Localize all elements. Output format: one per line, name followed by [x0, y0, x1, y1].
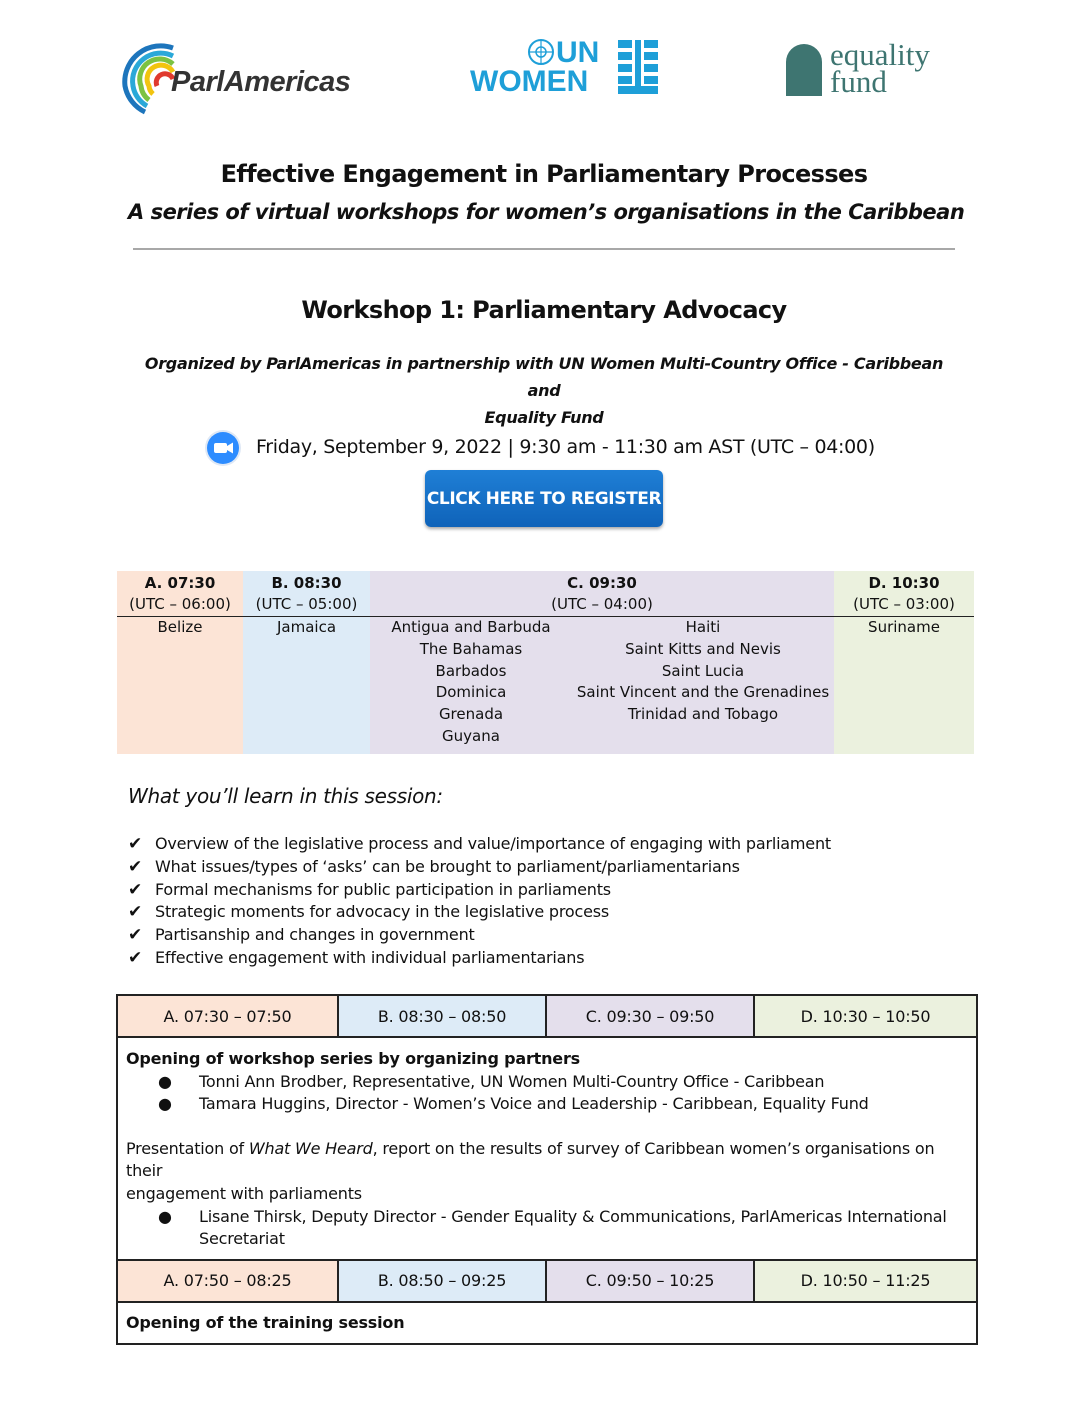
tz-country: Dominica [435, 683, 507, 702]
timezone-table [117, 571, 974, 754]
presentation-text: Presentation of What We Heard, report on the results of survey of Caribbean women’s organisations on their [126, 1138, 935, 1181]
tz-header-rule [117, 616, 974, 617]
agenda-time-b: B. 08:50 – 09:25 [339, 1261, 547, 1301]
parlamericas-wordmark: ParlAmericas [171, 66, 351, 98]
tz-country: Suriname [868, 618, 940, 636]
agenda-time-b: B. 08:30 – 08:50 [339, 996, 547, 1036]
tz-country: Saint Kitts and Nevis [625, 639, 781, 658]
un-women-symbol-icon [616, 40, 660, 94]
agenda-table [116, 994, 978, 1345]
tz-country: Belize [157, 618, 203, 636]
page-title: Effective Engagement in Parliamentary Processes [220, 160, 868, 188]
checkmark-icon: ✔ [128, 947, 143, 968]
tz-a-time: A. 07:30 [144, 574, 216, 592]
list-item: ✔ Effective engagement with individual parliamentarians [128, 947, 585, 968]
agenda-content-row [116, 1303, 978, 1346]
tz-b-utc: (UTC – 05:00) [255, 595, 358, 613]
tz-d-time: D. 10:30 [868, 574, 940, 592]
equality-fund-arch-icon [786, 44, 824, 96]
workshop-title: Workshop 1: Parliamentary Advocacy [301, 296, 787, 324]
tz-col-c [370, 571, 834, 754]
list-item: ✔ Partisanship and changes in government [128, 925, 475, 946]
list-item: ● Lisane Thirsk, Deputy Director - Gender Equality & Communications, ParlAmericas International Secretariat [126, 1206, 968, 1251]
parlamericas-logo [117, 40, 387, 116]
tz-c-utc: (UTC – 04:00) [551, 595, 653, 613]
tz-country: Saint Vincent and the Grenadines [576, 683, 830, 702]
organized-line-2: Equality Fund [484, 408, 604, 427]
tz-country: Antigua and Barbuda [391, 618, 551, 636]
checkmark-icon: ✔ [128, 879, 143, 900]
tz-country: Barbados [435, 661, 507, 680]
tz-country: Trinidad and Tobago [627, 705, 779, 724]
event-date: Friday, September 9, 2022 | 9:30 am - 11:30 am AST (UTC – 04:00) [256, 436, 875, 458]
agenda-time-a: A. 07:30 – 07:50 [118, 996, 339, 1036]
parlamericas-arcs-icon [117, 40, 177, 116]
bullet-icon: ● [158, 1094, 172, 1114]
checkmark-icon: ✔ [128, 834, 143, 854]
learn-heading: What you’ll learn in this session: [128, 784, 443, 808]
checkmark-icon: ✔ [128, 902, 143, 923]
tz-c-list-1 [370, 617, 572, 748]
register-button[interactable]: CLICK HERE TO REGISTER [425, 470, 663, 527]
page-subtitle: A series of virtual workshops for women’s organisations in the Caribbean [128, 200, 965, 224]
agenda-time-c: C. 09:50 – 10:25 [547, 1261, 755, 1301]
tz-country: Saint Lucia [661, 661, 745, 680]
tz-country: Haiti [685, 618, 721, 636]
tz-c-list-2 [572, 617, 834, 748]
tz-col-a [117, 571, 243, 754]
organized-line-1: Organized by ParlAmericas in partnership with UN Women Multi-Country Office - Caribbean and [144, 354, 944, 400]
list-item: ● Tamara Huggins, Director - Women’s Voice and Leadership - Caribbean, Equality Fund [126, 1093, 968, 1116]
fund-text: fund [830, 63, 887, 99]
agenda-time-c: C. 09:30 – 09:50 [547, 996, 755, 1036]
tz-country: Guyana [442, 726, 500, 745]
training-title: Opening of the training session [126, 1312, 405, 1332]
tz-c-time: C. 09:30 [567, 574, 637, 592]
agenda-time-row [116, 994, 978, 1038]
tz-country: The Bahamas [419, 639, 523, 658]
list-item: ✔ Strategic moments for advocacy in the legislative process [128, 902, 610, 923]
un-text: UN [556, 36, 600, 69]
list-item: ✔ Overview of the legislative process and value/importance of engaging with parliament [128, 834, 831, 854]
agenda-content-row [116, 1038, 978, 1261]
equality-fund-logo [786, 37, 956, 99]
presentation-text-2: engagement with parliaments [126, 1183, 362, 1203]
divider [133, 248, 955, 250]
video-camera-icon [207, 432, 239, 464]
organized-by [140, 350, 948, 431]
bullet-icon: ● [158, 1071, 172, 1091]
opening-title: Opening of workshop series by organizing partners [126, 1049, 580, 1068]
agenda-time-a: A. 07:50 – 08:25 [118, 1261, 339, 1301]
agenda-time-row [116, 1261, 978, 1303]
checkmark-icon: ✔ [128, 856, 143, 877]
tz-country: Grenada [438, 705, 504, 724]
learn-list [128, 833, 831, 970]
agenda-time-d: D. 10:30 – 10:50 [755, 996, 976, 1036]
tz-country: Jamaica [276, 618, 337, 636]
checkmark-icon: ✔ [128, 925, 143, 946]
agenda-time-d: D. 10:50 – 11:25 [755, 1261, 976, 1301]
un-women-logo [470, 38, 670, 98]
tz-col-b [243, 571, 370, 754]
bullet-icon: ● [158, 1206, 172, 1226]
tz-col-d [834, 571, 974, 754]
list-item: ✔ What issues/types of ‘asks’ can be brought to parliament/parliamentarians [128, 856, 740, 877]
tz-a-utc: (UTC – 06:00) [129, 595, 231, 613]
women-text: WOMEN [470, 65, 589, 99]
list-item: ✔ Formal mechanisms for public participation in parliaments [128, 879, 611, 900]
tz-b-time: B. 08:30 [271, 574, 342, 592]
list-item: ● Tonni Ann Brodber, Representative, UN Women Multi-Country Office - Caribbean [126, 1071, 968, 1094]
equality-text: equality [830, 37, 930, 72]
tz-d-utc: (UTC – 03:00) [853, 595, 955, 613]
